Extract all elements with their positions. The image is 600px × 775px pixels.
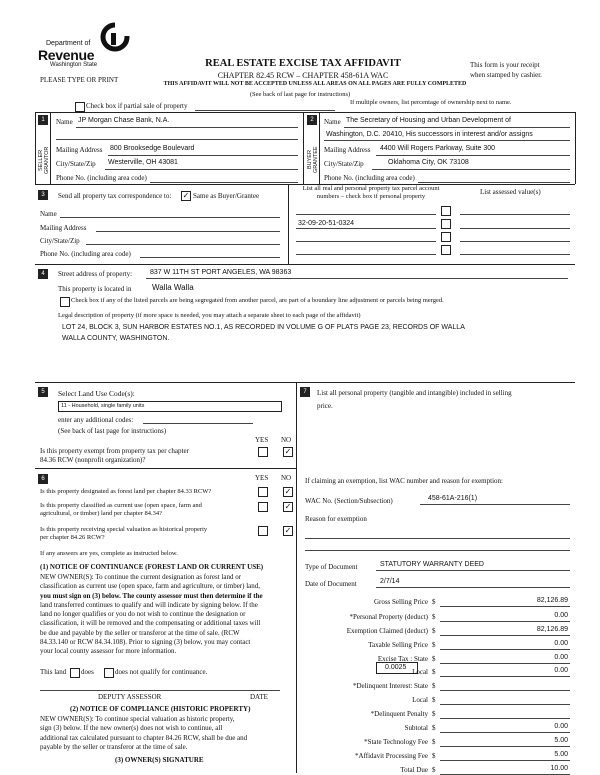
fin-row-label: Exemption Claimed (deduct) bbox=[346, 627, 428, 635]
fin-row-label: *State Technology Fee bbox=[364, 738, 428, 746]
fin-row-line bbox=[440, 663, 570, 664]
legal-desc-1: LOT 24, BLOCK 3, SUN HARBOR ESTATES NO.1, AS RECORDED IN VOLUME G OF PLATS PAGE 23, RECORDS OF WALLA bbox=[62, 324, 465, 331]
buyer-name-2: Washington, D.C. 20410, His successors in interest and/or assigns bbox=[326, 131, 533, 138]
rate-value: 0.0025 bbox=[385, 664, 407, 671]
fin-row-dollar: $ bbox=[432, 655, 436, 663]
section-5-badge: 5 bbox=[38, 387, 48, 397]
personal-property-label-1: List all personal property (tangible and intangible) included in selling bbox=[317, 389, 512, 397]
form-warning: THIS AFFIDAVIT WILL NOT BE ACCEPTED UNLESS ALL AREAS ON ALL PAGES ARE FULLY COMPLETED bbox=[163, 81, 467, 87]
fin-row-label: Gross Selling Price bbox=[373, 598, 428, 606]
buyer-mailing-label: Mailing Address bbox=[324, 146, 371, 154]
fin-row-dollar: $ bbox=[432, 710, 436, 718]
fin-row-label: *Delinquent Interest: State bbox=[352, 682, 428, 690]
dept-line3: Washington State bbox=[50, 62, 98, 68]
fin-row-label: Local bbox=[412, 696, 428, 704]
parcel-1-personal-checkbox[interactable] bbox=[441, 206, 451, 216]
fin-row-dollar: $ bbox=[432, 766, 436, 774]
current-use-yes-checkbox[interactable] bbox=[258, 502, 268, 512]
fin-row-value: 0.00 bbox=[554, 612, 568, 619]
buyer-phone-label: Phone No. (including area code) bbox=[324, 174, 415, 182]
fin-row-dollar: $ bbox=[432, 613, 436, 621]
exemption-label: If claiming an exemption, list WAC number and reason for exemption: bbox=[305, 477, 503, 485]
buyer-city: Oklahoma City, OK 73108 bbox=[388, 159, 469, 166]
receipt-line1: This form is your receipt bbox=[470, 61, 540, 69]
additional-codes-label: enter any additional codes: bbox=[58, 416, 134, 424]
legal-desc-label: Legal description of property (if more space is needed, you may attach a separate sheet to each page of the affidavit) bbox=[58, 312, 361, 319]
partial-sale-label: Check box if partial sale of property bbox=[86, 102, 188, 110]
fin-row-label: Subtotal bbox=[404, 724, 428, 732]
seller-city: Westerville, OH 43081 bbox=[108, 159, 178, 166]
s3-phone-label: Phone No. (including area code) bbox=[40, 250, 131, 258]
notice2-title: (2) NOTICE OF COMPLIANCE (HISTORIC PROPERTY) bbox=[70, 705, 251, 713]
type-or-print: PLEASE TYPE OR PRINT bbox=[40, 76, 119, 84]
buyer-city-label: City/State/Zip bbox=[324, 160, 364, 168]
land-use-select[interactable] bbox=[58, 401, 282, 412]
fin-row-value: 0.00 bbox=[554, 654, 568, 661]
section-6-badge: 6 bbox=[38, 474, 48, 484]
legal-desc-2: WALLA COUNTY, WASHINGTON. bbox=[62, 335, 170, 342]
s3-mailing-label: Mailing Address bbox=[40, 224, 87, 232]
segregated-label: Check box if any of the listed parcels are being segregated from another parcel, are part of a boundary line adjustment or parcels being merged. bbox=[71, 297, 444, 304]
dept-line1: Department of bbox=[46, 40, 91, 47]
form-chapter: CHAPTER 82.45 RCW – CHAPTER 458-61A WAC bbox=[217, 71, 389, 80]
fin-row-label: Taxable Selling Price bbox=[368, 641, 428, 649]
seller-side-label: SELLER GRANTOR bbox=[38, 146, 50, 174]
fin-row-dollar: $ bbox=[432, 752, 436, 760]
street-address: 837 W 11TH ST PORT ANGELES, WA 98363 bbox=[150, 269, 292, 276]
fin-row-dollar: $ bbox=[432, 738, 436, 746]
fin-row-line bbox=[440, 718, 570, 719]
date-label: DATE bbox=[250, 693, 268, 701]
land-use-value: 11 - Household, single family units bbox=[61, 403, 145, 409]
seller-name-label: Name bbox=[56, 118, 73, 126]
fin-row-label: Local bbox=[412, 668, 428, 676]
fin-row-dollar: $ bbox=[432, 668, 436, 676]
fin-row-line bbox=[440, 746, 570, 747]
fin-row-line bbox=[440, 732, 570, 733]
current-use-no-checkbox[interactable]: ✓ bbox=[284, 502, 292, 511]
fin-row-label: *Delinquent Penalty bbox=[370, 710, 428, 718]
doc-date: 2/7/14 bbox=[380, 578, 400, 585]
fin-row-dollar: $ bbox=[432, 641, 436, 649]
doc-date-label: Date of Document bbox=[305, 580, 357, 588]
buyer-side-label: BUYER GRANTEE bbox=[307, 146, 319, 174]
current-use-q1: Is this property classified as current use (open space, farm and bbox=[40, 502, 202, 509]
seller-name: JP Morgan Chase Bank, N.A. bbox=[78, 117, 170, 124]
fin-row-value: 0.00 bbox=[554, 667, 568, 674]
does-not-qualify-checkbox[interactable] bbox=[104, 668, 114, 678]
forest-yes-checkbox[interactable] bbox=[258, 487, 268, 497]
does-label: does bbox=[81, 668, 94, 676]
fin-row-label: Excise Tax : State bbox=[377, 655, 428, 663]
section-4-badge: 4 bbox=[38, 269, 48, 279]
section-3-badge: 3 bbox=[38, 190, 48, 200]
fin-row-line bbox=[440, 760, 570, 761]
notice1-body: NEW OWNER(S): To continue the current designation as forest land or classification as current use (open space, farm and agriculture, or timber) land, you must sign on (3) below. The county assessor must then determine if the land transferred continues to qualify and will indicate by signing below. If the land no longer qualifies or you do not wish to continue the designation or classification, it will be removed and the compensating or additional taxes will be due and payable by the seller or transferor at the time of sale. (RCW 84.33.140 or RCW 84.34.108). Prior to signing (3) below, you may contact your local county assessor for more information. bbox=[40, 573, 263, 656]
fin-row-line bbox=[440, 649, 570, 650]
historic-yes-checkbox[interactable] bbox=[258, 526, 268, 536]
fin-row-value: 5.00 bbox=[554, 737, 568, 744]
reason-label: Reason for exemption bbox=[305, 515, 367, 523]
s5-yes-header: YES bbox=[255, 436, 269, 444]
s5-no-header: NO bbox=[281, 436, 292, 444]
seller-city-label: City/State/Zip bbox=[56, 160, 96, 168]
fin-row-dollar: $ bbox=[432, 696, 436, 704]
fin-row-value: 0.00 bbox=[554, 640, 568, 647]
s5-see-back: (See back of last page for instructions) bbox=[58, 427, 167, 435]
fin-row-line bbox=[440, 690, 570, 691]
historic-q1: Is this property receiving special valuation as historical property bbox=[40, 526, 208, 533]
exempt-q1: Is this property exempt from property tax per chapter bbox=[40, 447, 189, 455]
exempt-yes-checkbox[interactable] bbox=[258, 447, 268, 457]
receipt-line2: when stamped by cashier. bbox=[470, 71, 542, 79]
land-use-label: Select Land Use Code(s): bbox=[58, 389, 135, 398]
s6-yes-header: YES bbox=[255, 474, 269, 482]
assessed-header: List assessed value(s) bbox=[480, 188, 541, 196]
forest-no-checkbox[interactable]: ✓ bbox=[284, 487, 292, 496]
fin-row-value: 0.00 bbox=[554, 723, 568, 730]
s3-name-label: Name bbox=[40, 210, 57, 218]
s3-city-label: City/State/Zip bbox=[40, 237, 80, 245]
owner-signature-label: (3) OWNER(S) SIGNATURE bbox=[115, 756, 204, 764]
personal-property-label-2: price. bbox=[317, 402, 333, 410]
wac-value: 458-61A-216(1) bbox=[428, 495, 478, 502]
parcel-1: 32-09-20-51-0324 bbox=[298, 220, 355, 227]
fin-row-line bbox=[440, 635, 570, 636]
fin-row-value: 10.00 bbox=[550, 765, 568, 772]
buyer-mailing: 4400 Will Rogers Parkway, Suite 300 bbox=[380, 145, 496, 152]
multiple-owners-note: If multiple owners, list percentage of ownership next to name. bbox=[350, 99, 512, 106]
historic-q2: per chapter 84.26 RCW? bbox=[40, 534, 105, 541]
notice1-title: (1) NOTICE OF CONTINUANCE (FOREST LAND OR CURRENT USE) bbox=[40, 563, 264, 571]
fin-row-line bbox=[440, 621, 570, 622]
s6-no-header: NO bbox=[281, 474, 292, 482]
section-2-badge: 2 bbox=[307, 115, 317, 125]
fin-row-label: *Personal Property (deduct) bbox=[349, 613, 428, 621]
located-county: Walla Walla bbox=[152, 283, 194, 292]
wac-label: WAC No. (Section/Subsection) bbox=[305, 497, 393, 505]
dept-line2: Revenue bbox=[38, 47, 95, 63]
fin-row-dollar: $ bbox=[432, 682, 436, 690]
partial-sale-checkbox[interactable] bbox=[75, 102, 85, 112]
send-correspondence-label: Send all property tax correspondence to: bbox=[58, 192, 172, 200]
doc-type-label: Type of Document bbox=[305, 563, 358, 571]
exempt-no-checkbox[interactable]: ✓ bbox=[284, 447, 292, 456]
see-back-note: (See back of last page for instructions) bbox=[249, 91, 351, 98]
fin-row-dollar: $ bbox=[432, 598, 436, 606]
fin-row-dollar: $ bbox=[432, 627, 436, 635]
this-land-label: This land bbox=[40, 668, 67, 676]
parcel-2-personal-checkbox[interactable] bbox=[441, 219, 451, 229]
forest-q: Is this property designated as forest land per chapter 84.33 RCW? bbox=[40, 488, 212, 495]
historic-no-checkbox[interactable]: ✓ bbox=[284, 526, 292, 535]
section-7-badge: 7 bbox=[300, 387, 310, 397]
buyer-name-label: Name bbox=[324, 118, 341, 126]
same-as-buyer-checkbox[interactable]: ✓ bbox=[182, 191, 190, 200]
fin-row-label: Total Due bbox=[400, 766, 428, 774]
fin-row-dollar: $ bbox=[432, 724, 436, 732]
fin-row-line bbox=[440, 606, 570, 607]
seller-phone-label: Phone No. (including area code) bbox=[56, 174, 147, 182]
located-label: This property is located in bbox=[58, 285, 132, 293]
parcel-header: List all real and personal property tax parcel account numbers – check box if personal property bbox=[302, 185, 440, 200]
notice2-body: NEW OWNER(S): To continue special valuation as historic property, sign (3) below. If the new owner(s) does not wish to continue, all additional tax calculated pursuant to chapter 84.26 RCW, shall be due and payable by the seller or transferor at the time of sale. bbox=[40, 715, 248, 751]
segregated-checkbox[interactable] bbox=[60, 297, 70, 307]
current-use-q2: agricultural, or timber) land per chapter 84.34? bbox=[40, 510, 163, 517]
parcel-4-personal-checkbox[interactable] bbox=[441, 245, 451, 255]
fin-row-line bbox=[440, 704, 570, 705]
fin-row-value: 5.00 bbox=[554, 751, 568, 758]
does-qualify-checkbox[interactable] bbox=[70, 668, 80, 678]
logo bbox=[38, 14, 128, 74]
if-yes-note: If any answers are yes, complete as instructed below. bbox=[40, 550, 178, 557]
section-1-badge: 1 bbox=[38, 115, 48, 125]
exempt-q2: 84.36 RCW (nonprofit organization)? bbox=[40, 456, 146, 464]
does-not-label: does not qualify for continuance. bbox=[115, 668, 208, 676]
street-label: Street address of property: bbox=[58, 270, 133, 278]
dor-logo-icon bbox=[100, 22, 130, 52]
doc-type: STATUTORY WARRANTY DEED bbox=[380, 561, 484, 568]
fin-row-label: *Affidavit Processing Fee bbox=[355, 752, 428, 760]
form-title: REAL ESTATE EXCISE TAX AFFIDAVIT bbox=[205, 58, 401, 69]
same-as-buyer-label: Same as Buyer/Grantee bbox=[193, 192, 260, 200]
fin-row-value: 82,126.89 bbox=[536, 626, 568, 633]
seller-mailing-label: Mailing Address bbox=[56, 146, 103, 154]
fin-row-line bbox=[440, 676, 570, 677]
deputy-assessor-label: DEPUTY ASSESSOR bbox=[98, 693, 162, 701]
buyer-name: The Secretary of Housing and Urban Development of bbox=[346, 117, 511, 124]
seller-mailing: 800 Brooksedge Boulevard bbox=[110, 145, 195, 152]
fin-row-value: 82,126.89 bbox=[536, 597, 568, 604]
parcel-3-personal-checkbox[interactable] bbox=[441, 232, 451, 242]
